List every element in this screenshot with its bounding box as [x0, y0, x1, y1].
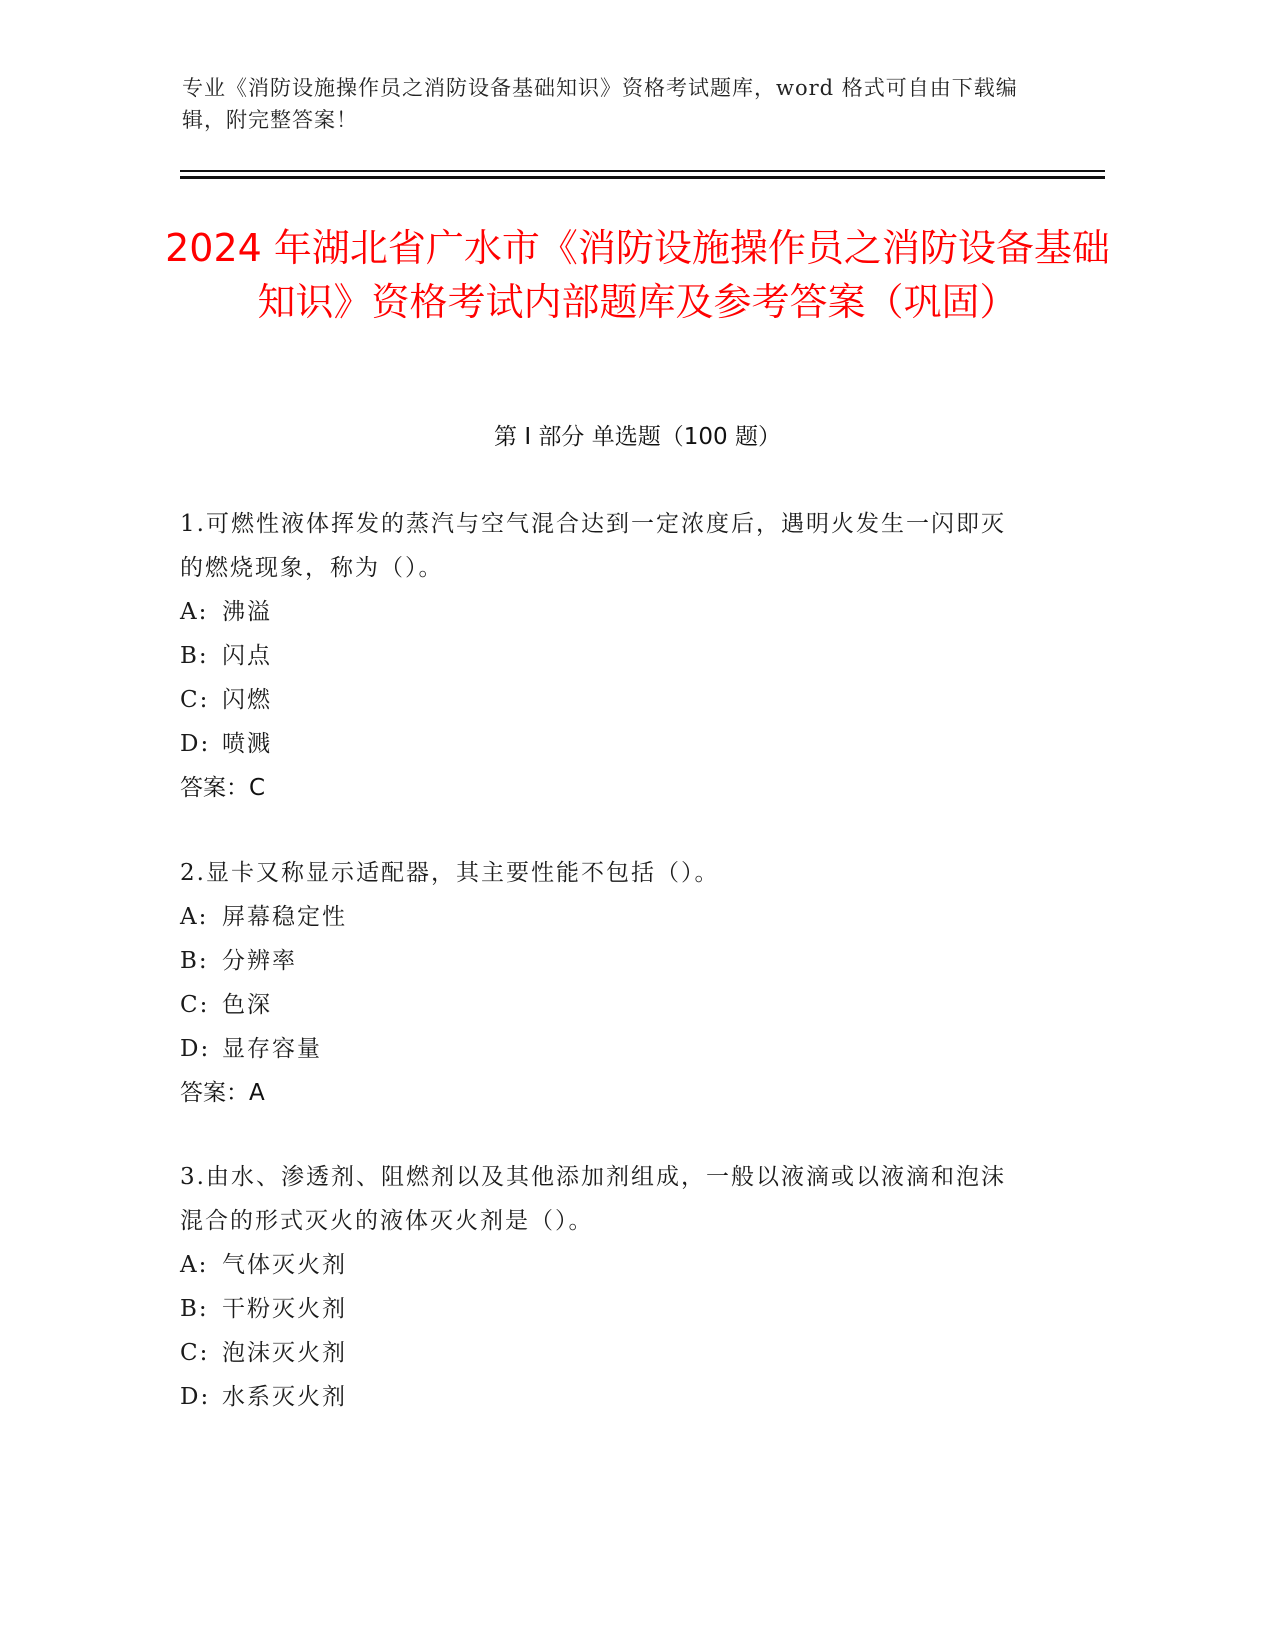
option-c	[180, 678, 1020, 722]
option-text: 屏幕稳定性	[222, 904, 347, 930]
option-text: 泡沫灭火剂	[222, 1340, 347, 1366]
option-a	[180, 1243, 1020, 1287]
option-c	[180, 1331, 1020, 1375]
option-text: 水系灭火剂	[222, 1384, 347, 1410]
option-key: C:	[180, 687, 210, 713]
question-stem: 2.显卡又称显示适配器，其主要性能不包括（）。	[180, 860, 720, 886]
option-text: 气体灭火剂	[222, 1252, 347, 1278]
option-key: D:	[180, 731, 211, 757]
option-key: A:	[180, 1252, 209, 1278]
option-b	[180, 939, 1020, 983]
option-text: 分辨率	[222, 948, 297, 974]
question-stem: 1.可燃性液体挥发的蒸汽与空气混合达到一定浓度后，遇明火发生一闪即灭的燃烧现象，称为（）。	[180, 511, 1006, 581]
header-rule-thin	[180, 170, 1105, 172]
option-text: 闪点	[222, 643, 272, 669]
option-text: 色深	[222, 992, 272, 1018]
question-3	[180, 1155, 1020, 1419]
section-heading: 第 I 部分 单选题（100 题）	[494, 424, 781, 450]
option-b	[180, 634, 1020, 678]
question-2	[180, 851, 1020, 1115]
option-text: 沸溢	[222, 599, 272, 625]
option-a	[180, 590, 1020, 634]
option-b	[180, 1287, 1020, 1331]
option-key: D:	[180, 1036, 211, 1062]
option-key: B:	[180, 948, 209, 974]
option-key: A:	[180, 599, 209, 625]
option-a	[180, 895, 1020, 939]
option-text: 显存容量	[222, 1036, 322, 1062]
option-d	[180, 1027, 1020, 1071]
option-key: A:	[180, 904, 209, 930]
option-text: 闪燃	[222, 687, 272, 713]
option-c	[180, 983, 1020, 1027]
option-key: B:	[180, 1296, 209, 1322]
option-key: D:	[180, 1384, 211, 1410]
option-key: C:	[180, 1340, 210, 1366]
header-rule-thick	[180, 176, 1105, 179]
option-d	[180, 1375, 1020, 1419]
header-note: 专业《消防设施操作员之消防设备基础知识》资格考试题库，word 格式可自由下载编辑，附完整答案！	[182, 76, 1018, 132]
question-stem: 3.由水、渗透剂、阻燃剂以及其他添加剂组成，一般以液滴或以液滴和泡沫混合的形式灭火的液体灭火剂是（）。	[180, 1164, 1006, 1234]
question-1	[180, 502, 1020, 810]
option-d	[180, 722, 1020, 766]
option-text: 干粉灭火剂	[222, 1296, 347, 1322]
answer-line: 答案：A	[180, 1080, 265, 1106]
document-title: 2024 年湖北省广水市《消防设施操作员之消防设备基础知识》资格考试内部题库及参考答案（巩固）	[165, 226, 1110, 324]
option-text: 喷溅	[222, 731, 272, 757]
answer-line: 答案：C	[180, 775, 266, 801]
option-key: B:	[180, 643, 209, 669]
option-key: C:	[180, 992, 210, 1018]
